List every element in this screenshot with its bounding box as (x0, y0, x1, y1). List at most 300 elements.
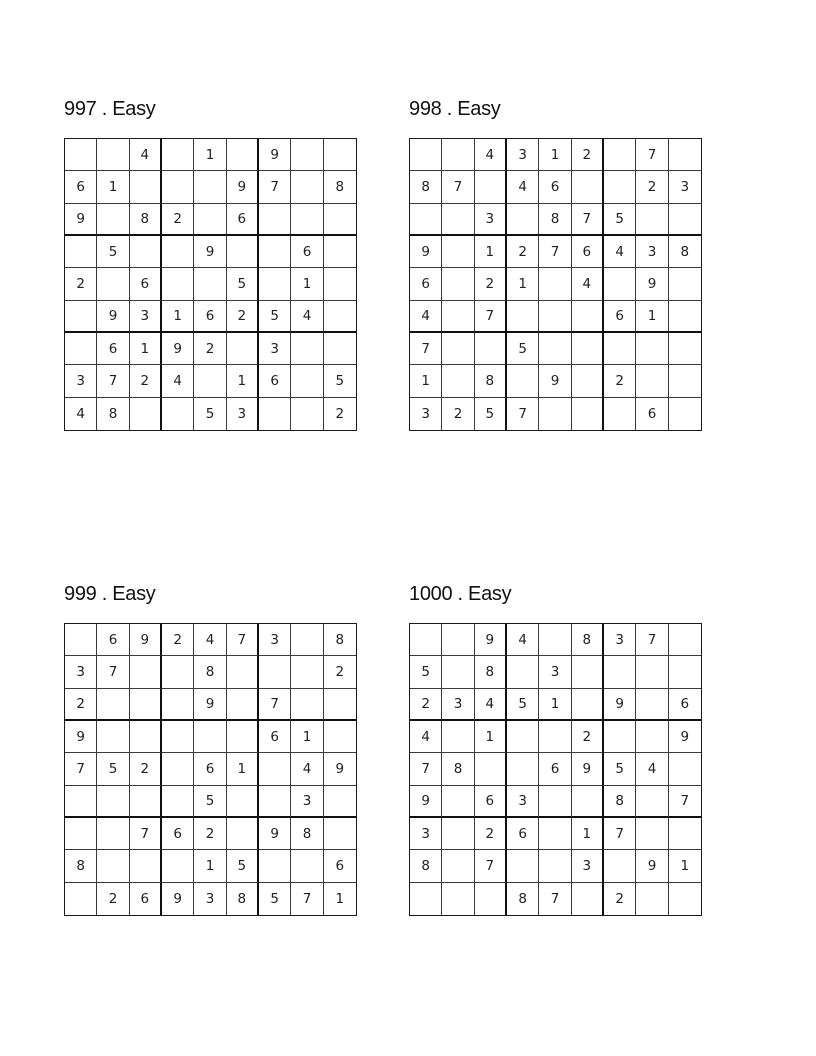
grid-cell (442, 883, 474, 915)
grid-cell (669, 301, 701, 333)
grid-cell (539, 850, 571, 882)
grid-cell (669, 883, 701, 915)
grid-cell: 8 (475, 365, 507, 397)
grid-cell: 9 (65, 204, 97, 236)
grid-cell (162, 721, 194, 753)
grid-cell: 1 (572, 818, 604, 850)
grid-cell (259, 398, 291, 430)
grid-cell: 3 (65, 365, 97, 397)
grid-cell (669, 398, 701, 430)
grid-cell (97, 818, 129, 850)
grid-cell (324, 721, 356, 753)
grid-cell (442, 656, 474, 688)
grid-cell (539, 268, 571, 300)
grid-cell (572, 365, 604, 397)
grid-cell: 3 (442, 689, 474, 721)
grid-cell: 2 (130, 365, 162, 397)
grid-cell: 9 (65, 721, 97, 753)
grid-cell: 9 (259, 139, 291, 171)
grid-cell: 4 (475, 139, 507, 171)
grid-cell: 4 (475, 689, 507, 721)
grid-cell: 3 (410, 818, 442, 850)
grid-cell: 7 (410, 753, 442, 785)
grid-cell (162, 689, 194, 721)
grid-cell: 6 (194, 753, 226, 785)
grid-cell: 2 (97, 883, 129, 915)
grid-cell (194, 721, 226, 753)
grid-cell: 4 (410, 721, 442, 753)
grid-cell: 1 (130, 333, 162, 365)
grid-cell: 1 (194, 139, 226, 171)
grid-cell: 4 (65, 398, 97, 430)
grid-cell: 5 (507, 333, 539, 365)
grid-cell (442, 818, 474, 850)
grid-cell: 6 (507, 818, 539, 850)
grid-cell (259, 236, 291, 268)
grid-cell: 2 (572, 721, 604, 753)
grid-cell (291, 139, 323, 171)
grid-cell: 6 (259, 365, 291, 397)
grid-cell: 8 (669, 236, 701, 268)
grid-cell (669, 333, 701, 365)
grid-cell (442, 365, 474, 397)
grid-cell (442, 786, 474, 818)
grid-cell: 7 (65, 753, 97, 785)
grid-cell: 9 (324, 753, 356, 785)
grid-cell (162, 268, 194, 300)
grid-cell: 7 (669, 786, 701, 818)
grid-cell: 1 (227, 365, 259, 397)
grid-cell (669, 753, 701, 785)
grid-cell: 8 (507, 883, 539, 915)
grid-cell: 1 (97, 171, 129, 203)
grid-cell: 5 (507, 689, 539, 721)
grid-cell (669, 365, 701, 397)
grid-cell (539, 398, 571, 430)
grid-cell: 5 (259, 883, 291, 915)
grid-cell: 2 (162, 624, 194, 656)
grid-cell: 3 (227, 398, 259, 430)
grid-cell (97, 721, 129, 753)
grid-cell (475, 753, 507, 785)
grid-cell: 6 (194, 301, 226, 333)
grid-cell: 8 (475, 656, 507, 688)
grid-cell: 2 (324, 656, 356, 688)
grid-cell: 9 (130, 624, 162, 656)
grid-cell (539, 786, 571, 818)
grid-cell: 8 (572, 624, 604, 656)
grid-cell: 6 (636, 398, 668, 430)
grid-cell: 6 (130, 883, 162, 915)
grid-cell: 6 (259, 721, 291, 753)
grid-cell (291, 171, 323, 203)
grid-cell (604, 139, 636, 171)
grid-cell (636, 656, 668, 688)
grid-cell (572, 689, 604, 721)
grid-cell: 1 (507, 268, 539, 300)
grid-cell (65, 333, 97, 365)
grid-cell (669, 139, 701, 171)
grid-cell (636, 883, 668, 915)
grid-cell: 5 (97, 753, 129, 785)
grid-cell (539, 301, 571, 333)
grid-cell: 6 (130, 268, 162, 300)
grid-cell: 1 (410, 365, 442, 397)
grid-cell: 9 (636, 850, 668, 882)
grid-cell: 2 (604, 365, 636, 397)
grid-cell (442, 204, 474, 236)
grid-cell: 7 (259, 689, 291, 721)
grid-cell: 3 (636, 236, 668, 268)
grid-cell (669, 624, 701, 656)
grid-cell (475, 883, 507, 915)
grid-cell (442, 850, 474, 882)
grid-cell (65, 624, 97, 656)
grid-cell: 5 (194, 398, 226, 430)
grid-cell: 9 (410, 236, 442, 268)
grid-cell: 8 (324, 624, 356, 656)
grid-cell (291, 365, 323, 397)
grid-cell: 6 (572, 236, 604, 268)
grid-cell: 6 (669, 689, 701, 721)
grid-cell: 9 (669, 721, 701, 753)
grid-cell: 6 (539, 753, 571, 785)
grid-cell (227, 689, 259, 721)
grid-cell: 3 (539, 656, 571, 688)
grid-cell: 9 (227, 171, 259, 203)
grid-cell (227, 721, 259, 753)
grid-cell (324, 786, 356, 818)
grid-cell (324, 333, 356, 365)
grid-cell (507, 850, 539, 882)
grid-cell (130, 689, 162, 721)
grid-cell (604, 721, 636, 753)
grid-cell (291, 204, 323, 236)
grid-cell: 1 (162, 301, 194, 333)
grid-cell (162, 398, 194, 430)
grid-cell: 6 (539, 171, 571, 203)
grid-cell: 8 (410, 850, 442, 882)
grid-cell (291, 689, 323, 721)
grid-cell: 9 (539, 365, 571, 397)
grid-cell: 6 (324, 850, 356, 882)
grid-cell (97, 689, 129, 721)
grid-cell: 7 (475, 850, 507, 882)
grid-cell (130, 721, 162, 753)
grid-cell: 4 (130, 139, 162, 171)
grid-cell (97, 139, 129, 171)
grid-cell (194, 365, 226, 397)
grid-cell: 4 (636, 753, 668, 785)
grid-cell: 9 (475, 624, 507, 656)
grid-cell (324, 301, 356, 333)
sudoku-grid (64, 623, 357, 916)
grid-cell: 5 (227, 268, 259, 300)
grid-cell (162, 753, 194, 785)
grid-cell: 7 (97, 656, 129, 688)
grid-cell: 1 (636, 301, 668, 333)
grid-cell: 9 (162, 333, 194, 365)
grid-cell (636, 689, 668, 721)
grid-cell (324, 139, 356, 171)
grid-cell: 9 (194, 236, 226, 268)
grid-cell (442, 624, 474, 656)
grid-cell: 8 (539, 204, 571, 236)
sudoku-grid (64, 138, 357, 431)
grid-cell: 5 (410, 656, 442, 688)
grid-cell: 1 (194, 850, 226, 882)
grid-cell (130, 236, 162, 268)
grid-cell: 8 (324, 171, 356, 203)
grid-cell: 4 (291, 753, 323, 785)
grid-cell: 9 (410, 786, 442, 818)
grid-cell (604, 333, 636, 365)
grid-cell: 1 (227, 753, 259, 785)
grid-cell: 1 (539, 139, 571, 171)
grid-cell (194, 171, 226, 203)
grid-cell (97, 204, 129, 236)
grid-cell: 6 (291, 236, 323, 268)
grid-cell: 9 (97, 301, 129, 333)
grid-cell: 7 (442, 171, 474, 203)
grid-cell: 2 (475, 268, 507, 300)
grid-cell (410, 624, 442, 656)
grid-cell (410, 883, 442, 915)
grid-cell: 1 (335, 890, 345, 907)
grid-cell: 5 (259, 301, 291, 333)
grid-cell (162, 786, 194, 818)
grid-cell: 5 (604, 753, 636, 785)
grid-cell (539, 333, 571, 365)
grid-cell (259, 786, 291, 818)
grid-cell: 7 (227, 624, 259, 656)
grid-cell (410, 139, 442, 171)
grid-cell: 6 (227, 204, 259, 236)
grid-cell: 6 (162, 818, 194, 850)
grid-cell: 7 (259, 171, 291, 203)
grid-cell: 2 (335, 405, 345, 422)
grid-cell: 6 (410, 268, 442, 300)
grid-cell (291, 850, 323, 882)
grid-cell: 7 (97, 365, 129, 397)
grid-cell (669, 268, 701, 300)
grid-cell (539, 721, 571, 753)
grid-cell: 1 (475, 721, 507, 753)
grid-cell: 2 (604, 883, 636, 915)
grid-cell (324, 268, 356, 300)
grid-cell: 8 (130, 204, 162, 236)
grid-cell (65, 818, 97, 850)
grid-cell (442, 268, 474, 300)
grid-cell: 8 (291, 818, 323, 850)
grid-cell (259, 268, 291, 300)
grid-cell: 3 (65, 656, 97, 688)
grid-cell: 1 (539, 689, 571, 721)
grid-cell (604, 398, 636, 430)
grid-cell (604, 656, 636, 688)
grid-cell (162, 171, 194, 203)
grid-cell: 3 (259, 333, 291, 365)
grid-cell (162, 139, 194, 171)
grid-cell: 2 (475, 818, 507, 850)
grid-cell (130, 656, 162, 688)
grid-cell: 1 (291, 268, 323, 300)
puzzle-title: 999 . Easy (64, 583, 156, 605)
grid-cell (65, 786, 97, 818)
grid-cell (636, 365, 668, 397)
grid-cell (130, 786, 162, 818)
grid-cell (507, 656, 539, 688)
grid-cell: 3 (259, 624, 291, 656)
grid-cell (65, 139, 97, 171)
grid-cell (324, 689, 356, 721)
grid-cell: 1 (291, 721, 323, 753)
grid-cell (507, 301, 539, 333)
grid-cell (162, 236, 194, 268)
puzzle-title: 997 . Easy (64, 98, 156, 120)
grid-cell (162, 656, 194, 688)
grid-cell (442, 139, 474, 171)
grid-cell: 2 (572, 139, 604, 171)
grid-cell (410, 204, 442, 236)
grid-cell: 3 (194, 883, 226, 915)
grid-cell (65, 301, 97, 333)
grid-cell: 2 (194, 818, 226, 850)
grid-cell: 2 (194, 333, 226, 365)
grid-cell (572, 333, 604, 365)
grid-cell: 7 (507, 398, 539, 430)
grid-cell (259, 204, 291, 236)
grid-cell: 6 (97, 624, 129, 656)
grid-cell (259, 850, 291, 882)
grid-cell (65, 883, 97, 915)
grid-cell (227, 139, 259, 171)
grid-cell (604, 850, 636, 882)
grid-cell: 3 (507, 786, 539, 818)
grid-cell: 9 (636, 268, 668, 300)
grid-cell: 5 (97, 236, 129, 268)
grid-cell: 2 (65, 689, 97, 721)
grid-cell (194, 204, 226, 236)
grid-cell: 7 (410, 333, 442, 365)
grid-cell: 5 (194, 786, 226, 818)
grid-cell: 4 (507, 171, 539, 203)
grid-cell (130, 171, 162, 203)
grid-cell: 9 (572, 753, 604, 785)
sudoku-grid (409, 138, 702, 431)
grid-cell (572, 398, 604, 430)
grid-cell: 4 (507, 624, 539, 656)
grid-cell (259, 656, 291, 688)
grid-cell (572, 883, 604, 915)
grid-cell (227, 656, 259, 688)
grid-cell: 6 (475, 786, 507, 818)
grid-cell (130, 850, 162, 882)
grid-cell: 6 (97, 333, 129, 365)
grid-cell (636, 204, 668, 236)
grid-cell (324, 204, 356, 236)
grid-cell: 8 (410, 171, 442, 203)
grid-cell: 7 (130, 818, 162, 850)
grid-cell: 7 (636, 139, 668, 171)
grid-cell: 5 (227, 850, 259, 882)
grid-cell (507, 365, 539, 397)
grid-cell (65, 236, 97, 268)
grid-cell: 1 (669, 850, 701, 882)
puzzle-title: 998 . Easy (409, 98, 501, 120)
grid-cell (324, 818, 356, 850)
grid-cell: 3 (669, 171, 701, 203)
grid-cell (442, 333, 474, 365)
grid-cell (291, 398, 323, 430)
grid-cell (572, 301, 604, 333)
grid-cell: 3 (410, 398, 442, 430)
grid-cell: 4 (604, 236, 636, 268)
grid-cell: 2 (636, 171, 668, 203)
grid-cell (291, 624, 323, 656)
grid-cell (194, 268, 226, 300)
grid-cell (669, 204, 701, 236)
grid-cell (291, 333, 323, 365)
grid-cell: 6 (65, 171, 97, 203)
grid-cell (227, 818, 259, 850)
grid-cell: 9 (604, 689, 636, 721)
grid-cell: 2 (410, 689, 442, 721)
sudoku-grid (409, 623, 702, 916)
grid-cell (539, 818, 571, 850)
grid-cell (97, 268, 129, 300)
grid-cell: 5 (604, 204, 636, 236)
grid-cell: 9 (162, 883, 194, 915)
grid-cell: 3 (604, 624, 636, 656)
grid-cell (572, 171, 604, 203)
grid-cell (604, 268, 636, 300)
grid-cell: 3 (507, 139, 539, 171)
grid-cell: 9 (259, 818, 291, 850)
grid-cell: 8 (194, 656, 226, 688)
grid-cell: 2 (442, 398, 474, 430)
grid-cell: 7 (604, 818, 636, 850)
grid-cell: 8 (604, 786, 636, 818)
grid-cell (669, 656, 701, 688)
grid-cell (507, 753, 539, 785)
grid-cell (97, 850, 129, 882)
grid-cell: 4 (194, 624, 226, 656)
grid-cell: 7 (539, 236, 571, 268)
grid-cell (636, 333, 668, 365)
grid-cell: 9 (194, 689, 226, 721)
grid-cell (572, 786, 604, 818)
grid-cell (324, 236, 356, 268)
grid-cell: 2 (507, 236, 539, 268)
grid-cell: 4 (410, 301, 442, 333)
grid-cell (227, 236, 259, 268)
grid-cell (572, 656, 604, 688)
grid-cell: 2 (130, 753, 162, 785)
grid-cell: 5 (324, 365, 356, 397)
grid-cell: 2 (65, 268, 97, 300)
grid-cell: 4 (162, 365, 194, 397)
grid-cell (442, 236, 474, 268)
grid-cell (259, 753, 291, 785)
grid-cell (130, 398, 162, 430)
grid-cell (227, 333, 259, 365)
grid-cell (539, 624, 571, 656)
grid-cell: 7 (291, 883, 323, 915)
grid-cell: 7 (636, 624, 668, 656)
grid-cell: 8 (227, 883, 259, 915)
grid-cell (227, 786, 259, 818)
